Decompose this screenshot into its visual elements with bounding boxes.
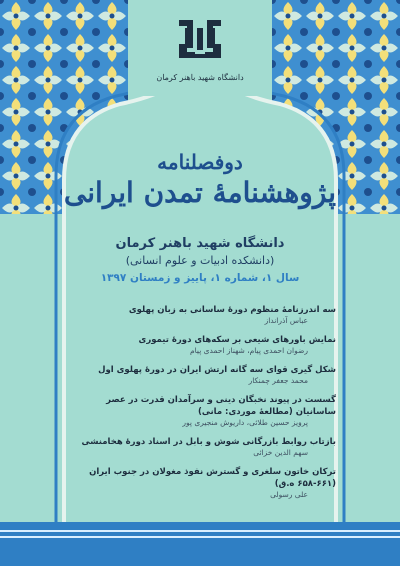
- article-author: پرویز حسین طلائی، داریوش منجیری پور: [182, 418, 308, 427]
- article-entry: [70, 334, 336, 356]
- logo-text: دانشگاه شهید باهنر کرمان: [156, 73, 244, 82]
- article-title: بازتاب روابط بازرگانی شوش و بابل در اسناد دورهٔ هخامنشی: [81, 437, 336, 447]
- journal-kicker: دوفصلنامه: [157, 150, 243, 174]
- journal-title: پژوهشنامهٔ تمدن ایرانی: [63, 176, 337, 209]
- article-title: ترکان خاتون سلغری و گسترش نفوذ مغولان در جنوب ایران (۶۶۱-۶۵۸ ه.ق): [89, 467, 336, 489]
- issue-info: سال ۱، شماره ۱، پاییز و زمستان ۱۳۹۷: [100, 272, 300, 284]
- publisher-block: [0, 236, 400, 284]
- article-author: سهم الدین خزائی: [253, 448, 308, 457]
- article-title: سه اندرزنامهٔ منظوم دورهٔ ساسانی به زبان پهلوی: [128, 305, 336, 315]
- article-author: علی رسولی: [270, 490, 308, 499]
- article-author: عباس آذرانداز: [264, 316, 308, 325]
- band-stripe: [0, 536, 400, 538]
- table-of-contents: [70, 304, 336, 508]
- band-stripe: [0, 530, 400, 532]
- university-logo-icon: [155, 14, 245, 92]
- article-title: گسست در پیوند نخبگان دینی و سرآمدان قدرت در عصر ساسانیان (مطالعهٔ موردی: مانی): [106, 395, 336, 417]
- title-block: [0, 150, 400, 209]
- article-entry: [70, 304, 336, 326]
- article-title: نمایش باورهای شیعی بر سکه‌های دوره‌ٔ تیموری: [138, 335, 336, 345]
- article-entry: [70, 436, 336, 458]
- article-entry: [70, 394, 336, 428]
- university-name: دانشگاه شهید باهنر کرمان: [115, 236, 285, 251]
- faculty-name: (دانشکده ادبیات و علوم انسانی): [125, 254, 275, 267]
- article-author: محمد جعفر چمنکار: [248, 376, 308, 385]
- article-title: شکل گیری قوای سه گانه ارتش ایران در دوره‌ٔ پهلوی اول: [98, 365, 336, 375]
- article-entry: [70, 364, 336, 386]
- article-entry: [70, 466, 336, 500]
- bottom-border-band: [0, 522, 400, 566]
- article-author: رضوان احمدی پیام، شهناز احمدی پیام: [190, 346, 308, 355]
